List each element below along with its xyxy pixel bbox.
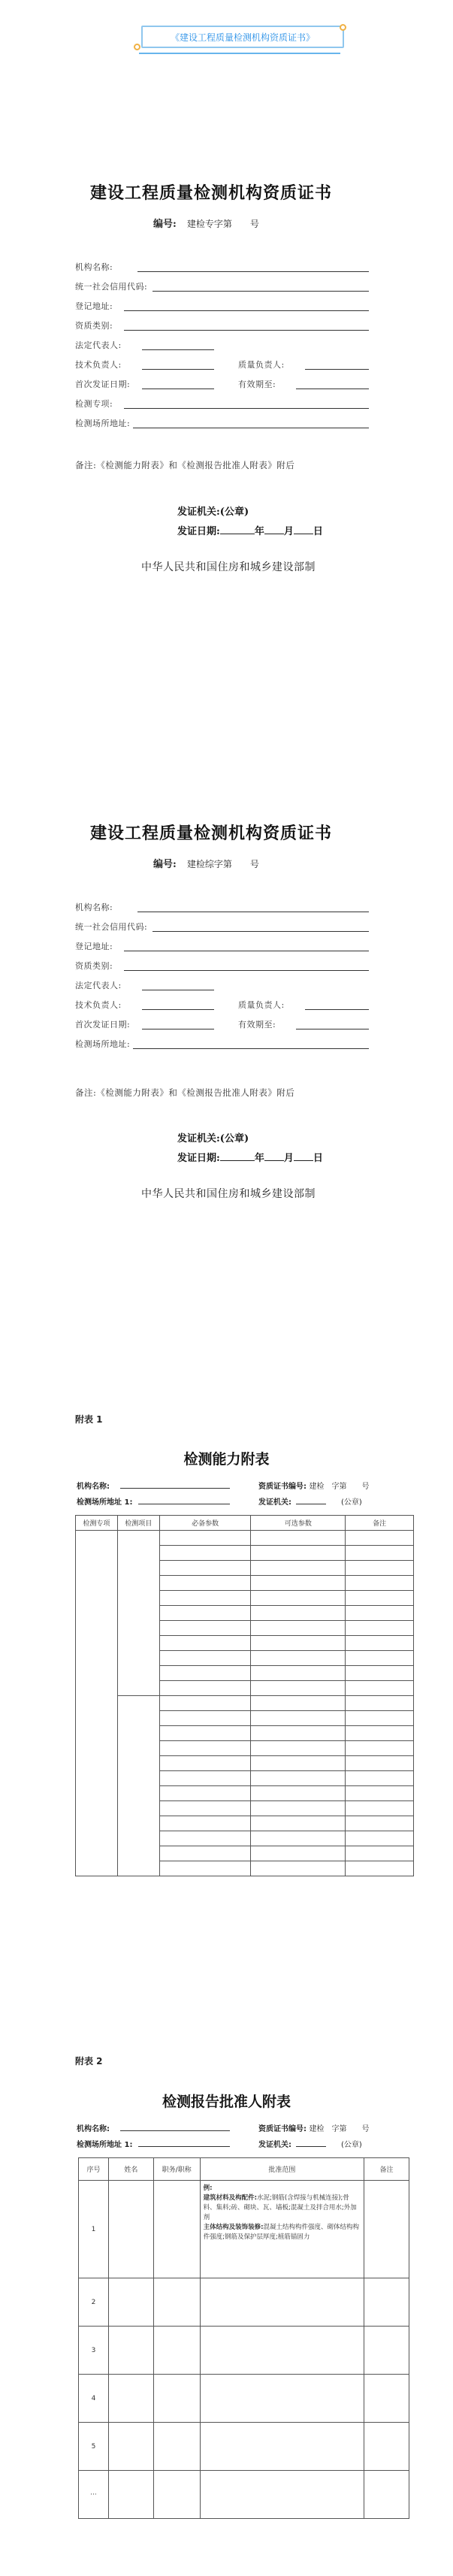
cell-required-params [159,1711,251,1726]
cell-required-params [159,1576,251,1591]
meta-value: 建检 字第 号 [309,1483,370,1491]
column-header: 必备参数 [159,1516,251,1531]
cell-title [153,2327,200,2375]
appendix2-label: 附表 2 [75,2056,103,2067]
cell-remarks [346,1561,414,1576]
cell-optional-params [251,1636,346,1651]
cell-optional-params [251,1666,346,1681]
cell-required-params [159,1756,251,1771]
issuing-authority: 发证机关:(公章) [177,506,249,518]
cell-approval-scope [200,2278,364,2327]
cell-remarks [346,1621,414,1636]
field-org-name: 机构名称: [75,903,113,912]
issuing-authority: 发证机关:(公章) [177,1133,249,1144]
cell-required-params [159,1636,251,1651]
certificate-note: 备注:《检测能力附表》和《检测报告批准人附表》附后 [75,460,295,470]
cell-optional-params [251,1561,346,1576]
cell-required-params [159,1741,251,1756]
cell-required-params [159,1651,251,1666]
cell-remarks [346,1816,414,1831]
day-blank [294,525,313,534]
cell-remarks [346,1741,414,1756]
meta-value: (公章) [341,1498,362,1507]
meta-label: 机构名称: [77,1483,110,1491]
cell-title [153,2423,200,2471]
certificate-comprehensive [0,640,453,1226]
certificate-number [153,216,259,230]
cell-remarks [364,2471,409,2519]
appendix1-title: 检测能力附表 [183,1451,270,1468]
meta-label: 资质证书编号: [258,2125,307,2133]
table-row [76,1531,414,1546]
appendix2-site-address [77,2138,132,2149]
cell-required-params [159,1861,251,1876]
cell-optional-params [251,1591,346,1606]
field-line [305,369,369,370]
cell-optional-params [251,1696,346,1711]
day-label: 日 [313,1153,323,1164]
month-blank [264,1151,284,1161]
row-number: 2 [79,2278,109,2327]
issue-date-label: 发证日期: [177,1153,220,1164]
certificate-number-label: 编号: [153,859,177,870]
cell-required-params [159,1771,251,1786]
field-qualification-type: 资质类别: [75,321,113,331]
cell-remarks [346,1531,414,1546]
ministry-name: 中华人民共和国住房和城乡建设部制 [141,1188,316,1200]
year-label: 年 [254,1153,264,1164]
issue-date [177,1150,323,1164]
cell-required-params [159,1801,251,1816]
example-line-2 [204,2223,361,2242]
field-first-issue-date: 首次发证日期: [75,1020,131,1029]
cell-remarks [346,1651,414,1666]
field-valid-until: 有效期至: [238,379,276,389]
certificate-number-value: 建检综字第 号 [186,859,259,869]
capability-table [75,1515,414,1876]
cell-remarks [346,1861,414,1876]
year-label: 年 [254,526,264,537]
column-header: 检测项目 [117,1516,159,1531]
cell-optional-params [251,1786,346,1801]
row-number: ··· [79,2471,109,2519]
cell-optional-params [251,1771,346,1786]
table-row [79,2327,409,2375]
cell-remarks [346,1846,414,1861]
cell-required-params [159,1846,251,1861]
cell-approval-scope [200,2471,364,2519]
row-number: 3 [79,2327,109,2375]
field-registered-address: 登记地址: [75,301,113,311]
field-org-name: 机构名称: [75,262,113,272]
cell-optional-params [251,1546,346,1561]
field-line [124,310,369,311]
table-header-row [79,2158,409,2181]
field-quality-lead: 质量负责人: [238,360,285,370]
cell-remarks [346,1786,414,1801]
cell-optional-params [251,1531,346,1546]
year-blank [220,1151,255,1161]
field-technical-lead: 技术负责人: [75,360,122,370]
field-technical-lead: 技术负责人: [75,1000,122,1010]
certificate-number-value: 建检专字第 号 [186,219,259,229]
cell-remarks [346,1711,414,1726]
year-blank [220,525,255,534]
certificate-title: 建设工程质量检测机构资质证书 [90,183,333,203]
cell-optional-params [251,1741,346,1756]
cell-optional-params [251,1801,346,1816]
field-first-issue-date: 首次发证日期: [75,379,131,389]
meta-label: 检测场所地址 1: [77,1498,133,1507]
cell-name [108,2327,153,2375]
field-qualification-type: 资质类别: [75,961,113,971]
appendix2-issuer [258,2138,291,2149]
table-row [79,2423,409,2471]
cell-required-params [159,1606,251,1621]
cell-optional-params [251,1846,346,1861]
day-label: 日 [313,526,323,537]
cell-optional-params [251,1831,346,1846]
cell-remarks [364,2181,409,2278]
cell-required-params [159,1546,251,1561]
cell-optional-params [251,1606,346,1621]
issue-date-label: 发证日期: [177,526,220,537]
cell-remarks [364,2278,409,2327]
field-line [138,2146,230,2147]
meta-label: 发证机关: [258,2141,291,2149]
column-header: 职务/职称 [153,2158,200,2181]
cell-title [153,2181,200,2278]
field-registered-address: 登记地址: [75,942,113,951]
month-blank [264,525,284,534]
cell-name [108,2375,153,2423]
row-number: 5 [79,2423,109,2471]
cell-approval-scope [200,2181,364,2278]
field-line [124,330,369,331]
meta-label: 资质证书编号: [258,1483,307,1491]
cell-remarks [346,1576,414,1591]
cell-optional-params [251,1861,346,1876]
column-header: 备注 [346,1516,414,1531]
cell-optional-params [251,1711,346,1726]
field-test-site-address: 检测场所地址: [75,1039,131,1049]
cell-test-item [117,1696,159,1876]
field-line [120,2130,230,2131]
field-line [120,1488,230,1489]
cell-required-params [159,1531,251,1546]
cell-remarks [346,1546,414,1561]
cell-optional-params [251,1651,346,1666]
issue-date [177,523,323,537]
appendix1-site-address [77,1495,132,1507]
cell-required-params [159,1681,251,1696]
column-header: 可选参数 [251,1516,346,1531]
appendix1-issuer-seal [341,1495,362,1507]
cell-title [153,2471,200,2519]
example-body: 混凝土结构构件强度、砌体结构构件强度;钢筋及保护层厚度;植筋锚固力 [203,2224,360,2241]
example-line-1 [204,2194,361,2223]
field-valid-until: 有效期至: [238,1020,276,1029]
column-header: 备注 [364,2158,409,2181]
field-line [153,931,369,932]
cell-remarks [346,1726,414,1741]
appendix1-org-name [77,1480,110,1491]
certificate-title: 建设工程质量检测机构资质证书 [90,824,333,843]
appendix2-title: 检测报告批准人附表 [162,2094,291,2110]
row-number: 4 [79,2375,109,2423]
cell-required-params [159,1726,251,1741]
cell-approval-scope [200,2423,364,2471]
appendix2-issuer-seal [341,2138,362,2149]
meta-value: (公章) [341,2141,362,2149]
cell-name [108,2278,153,2327]
cell-remarks [346,1681,414,1696]
appendix1-label: 附表 1 [75,1414,103,1425]
column-header: 姓名 [108,2158,153,2181]
table-row [79,2375,409,2423]
cell-test-item [117,1531,159,1696]
meta-label: 发证机关: [258,1498,291,1507]
example-head: 建筑材料及构配件: [203,2194,258,2202]
header-title: 《建设工程质量检测机构资质证书》 [170,32,315,43]
field-line [142,349,214,350]
certificate-number [153,856,259,870]
cell-remarks [364,2375,409,2423]
field-line [142,1009,214,1010]
month-label: 月 [283,1153,294,1164]
appendix2-org-name [77,2122,110,2133]
field-line [142,369,214,370]
cell-optional-params [251,1726,346,1741]
table-row [79,2181,409,2278]
month-label: 月 [283,526,294,537]
field-test-site-address: 检测场所地址: [75,419,131,428]
cell-required-params [159,1561,251,1576]
appendix2-cert-no [258,2122,369,2133]
certificate-number-label: 编号: [153,219,177,230]
example-body: 水泥;钢筋(含焊接与机械连接);骨料、集料;砖、砌块、瓦、墙板;混凝土及拌合用水;外加剂 [203,2194,357,2221]
appendix1-cert-no [258,1480,369,1491]
column-header: 批准范围 [200,2158,364,2181]
cell-optional-params [251,1681,346,1696]
cell-remarks [346,1666,414,1681]
ministry-name: 中华人民共和国住房和城乡建设部制 [141,561,316,573]
meta-label: 机构名称: [77,2125,110,2133]
cell-title [153,2375,200,2423]
cell-remarks [346,1771,414,1786]
example-head: 主体结构及装饰装修: [203,2224,264,2231]
cell-required-params [159,1666,251,1681]
field-legal-representative: 法定代表人: [75,981,122,990]
field-line [296,2146,326,2147]
certificate-specialized [0,0,453,586]
appendix1-issuer [258,1495,291,1507]
cell-name [108,2181,153,2278]
cell-optional-params [251,1756,346,1771]
cell-remarks [346,1591,414,1606]
column-header: 序号 [79,2158,109,2181]
field-credit-code: 统一社会信用代码: [75,922,148,932]
table-row [79,2278,409,2327]
certificate-note: 备注:《检测能力附表》和《检测报告批准人附表》附后 [75,1087,295,1098]
cell-required-params [159,1696,251,1711]
cell-remarks [346,1801,414,1816]
field-line [133,1048,369,1049]
cell-remarks [346,1831,414,1846]
cell-title [153,2278,200,2327]
cell-approval-scope [200,2327,364,2375]
table-header-row [76,1516,414,1531]
cell-required-params [159,1786,251,1801]
cell-approval-scope [200,2375,364,2423]
row-number: 1 [79,2181,109,2278]
table-row [79,2471,409,2519]
cell-specialty [76,1531,118,1876]
meta-value: 建检 字第 号 [309,2125,370,2133]
meta-label: 检测场所地址 1: [77,2141,133,2149]
field-test-specialty: 检测专项: [75,399,113,409]
cell-optional-params [251,1621,346,1636]
field-quality-lead: 质量负责人: [238,1000,285,1010]
cell-required-params [159,1816,251,1831]
approver-table [78,2157,409,2519]
cell-name [108,2471,153,2519]
example-title: 例: [203,2184,213,2192]
cell-remarks [346,1756,414,1771]
cell-required-params [159,1621,251,1636]
field-line [305,1009,369,1010]
day-blank [294,1151,313,1161]
field-line [124,970,369,971]
cell-required-params [159,1591,251,1606]
cell-remarks [364,2423,409,2471]
cell-optional-params [251,1576,346,1591]
cell-required-params [159,1831,251,1846]
column-header: 检测专项 [76,1516,118,1531]
cell-remarks [346,1606,414,1621]
cell-optional-params [251,1816,346,1831]
field-line [124,408,369,409]
cell-remarks [346,1636,414,1651]
field-line [137,271,369,272]
cell-remarks [346,1696,414,1711]
cell-name [108,2423,153,2471]
table-row [76,1696,414,1711]
field-credit-code: 统一社会信用代码: [75,282,148,292]
field-legal-representative: 法定代表人: [75,340,122,350]
field-line [153,291,369,292]
cell-remarks [364,2327,409,2375]
